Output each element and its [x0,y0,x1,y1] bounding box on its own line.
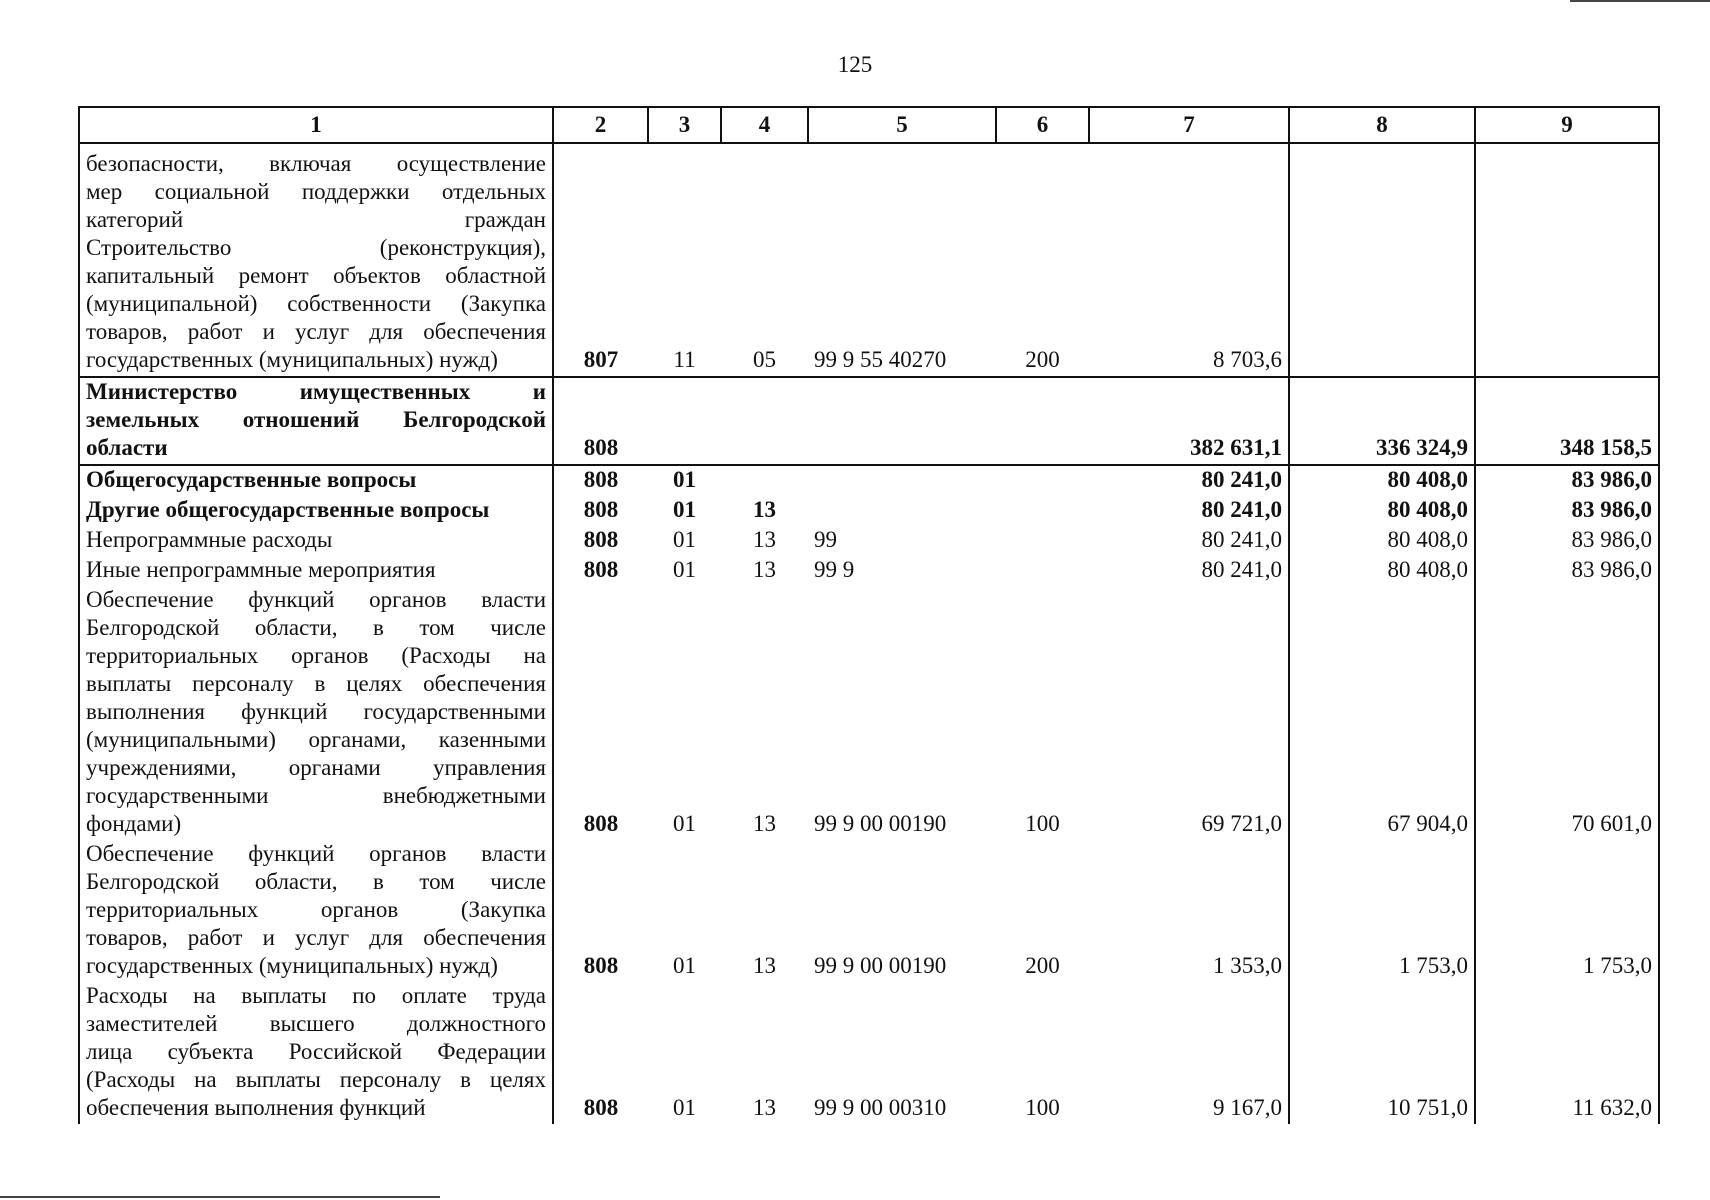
description-line: области [86,435,168,460]
section-code: 01 [673,811,696,836]
subsection-code: 13 [753,953,776,978]
amount-year-1: 9 167,0 [1089,982,1289,1124]
description-line: земельных отношений Белгородской [86,407,546,432]
description-line: фондами) [86,811,182,836]
section-code: 01 [673,1095,696,1120]
description-line: Министерство имущественных и [86,379,546,404]
amount-year-1: 80 241,0 [1089,465,1289,496]
description-line: Другие общегосударственные вопросы [86,497,490,522]
description-line: (муниципальной) собственности (Закупка [86,291,546,316]
expense-type-code [996,377,1089,465]
table-row [79,840,1659,982]
col-header: 7 [1089,107,1289,143]
amount-year-1: 69 721,0 [1089,586,1289,840]
row-description [79,586,553,840]
subsection-code: 13 [753,557,776,582]
amount-year-2: 80 408,0 [1289,465,1475,496]
amount-year-3: 11 632,0 [1475,982,1659,1124]
expense-type-code: 100 [1025,811,1060,836]
amount-year-3: 83 986,0 [1475,556,1659,586]
amount-year-2: 1 753,0 [1289,840,1475,982]
description-line: Общегосударственные вопросы [86,467,417,492]
amount-year-2: 80 408,0 [1289,526,1475,556]
budget-table [78,106,1660,1124]
description-line: выполнения функций государственными [86,699,546,724]
section-code: 01 [673,953,696,978]
subsection-code [721,465,808,496]
col-header: 4 [721,107,808,143]
subsection-code: 13 [753,1095,776,1120]
description-line: учреждениями, органами управления [86,755,546,780]
amount-year-2: 336 324,9 [1289,377,1475,465]
row-description [79,840,553,982]
ministry-code: 808 [553,982,648,1124]
ministry-code: 808 [553,496,648,526]
description-line: Строительство (реконструкция), [86,235,546,260]
target-article-code: 99 9 [814,557,855,582]
ministry-code: 808 [553,526,648,556]
description-line: выплаты персоналу в целях обеспечения [86,671,546,696]
row-description [79,526,553,556]
column-number-header [79,107,1659,143]
expense-type-code [996,465,1089,496]
col-header: 1 [79,107,553,143]
table-row [79,556,1659,586]
col-header: 5 [808,107,996,143]
amount-year-2: 10 751,0 [1289,982,1475,1124]
expense-type-code [996,526,1089,556]
table-row [79,496,1659,526]
description-line: территориальных органов (Расходы на [86,643,546,668]
table-row [79,586,1659,840]
row-description [79,556,553,586]
scan-edge-mark [0,1196,440,1198]
description-line: заместителей высшего должностного [86,1011,546,1036]
col-header: 8 [1289,107,1475,143]
amount-year-1: 382 631,1 [1089,377,1289,465]
description-line: государственных (муниципальных) нужд) [86,347,498,372]
section-code: 01 [673,497,696,522]
expense-type-code [996,556,1089,586]
description-line: товаров, работ и услуг для обеспечения [86,925,546,950]
description-line: Обеспечение функций органов власти [86,587,546,612]
table-row [79,526,1659,556]
target-article-code: 99 [814,527,837,552]
amount-year-2 [1289,143,1475,377]
col-header: 9 [1475,107,1659,143]
description-line: капитальный ремонт объектов областной [86,263,546,288]
table-row [79,377,1659,465]
amount-year-3 [1475,143,1659,377]
ministry-code: 808 [553,586,648,840]
amount-year-3: 1 753,0 [1475,840,1659,982]
description-line: мер социальной поддержки отдельных [86,179,546,204]
row-description [79,377,553,465]
amount-year-1: 8 703,6 [1089,143,1289,377]
ministry-code: 808 [553,840,648,982]
table-row [79,143,1659,377]
amount-year-3: 83 986,0 [1475,496,1659,526]
col-header: 2 [553,107,648,143]
section-code: 11 [673,347,696,372]
amount-year-3: 83 986,0 [1475,465,1659,496]
section-code [648,377,721,465]
col-header: 6 [996,107,1089,143]
subsection-code: 13 [753,811,776,836]
description-line: (Расходы на выплаты персоналу в целях [86,1067,546,1092]
description-line: территориальных органов (Закупка [86,897,546,922]
amount-year-3: 70 601,0 [1475,586,1659,840]
description-line: товаров, работ и услуг для обеспечения [86,319,546,344]
section-code: 01 [673,527,696,552]
expense-type-code [996,496,1089,526]
description-line: государственных (муниципальных) нужд) [86,953,498,978]
target-article-code [808,377,996,465]
target-article-code: 99 9 00 00310 [814,1095,947,1120]
description-line: Белгородской области, в том числе [86,869,546,894]
expense-type-code: 100 [1025,1095,1060,1120]
amount-year-3: 83 986,0 [1475,526,1659,556]
col-header: 3 [648,107,721,143]
amount-year-2: 80 408,0 [1289,556,1475,586]
section-code: 01 [673,557,696,582]
ministry-code: 807 [553,143,648,377]
amount-year-2: 80 408,0 [1289,496,1475,526]
target-article-code: 99 9 00 00190 [814,953,947,978]
row-description [79,496,553,526]
description-line: Непрограммные расходы [86,527,333,552]
target-article-code [808,496,996,526]
ministry-code: 808 [553,377,648,465]
description-line: безопасности, включая осуществление [86,151,546,176]
amount-year-1: 80 241,0 [1089,526,1289,556]
amount-year-2: 67 904,0 [1289,586,1475,840]
description-line: обеспечения выполнения функций [86,1095,426,1120]
subsection-code: 13 [753,497,776,522]
description-line: Иные непрограммные мероприятия [86,557,436,582]
target-article-code: 99 9 00 00190 [814,811,947,836]
section-code: 01 [648,465,721,496]
expense-type-code: 200 [1025,953,1060,978]
description-line: (муниципальными) органами, казенными [86,727,546,752]
description-line: Обеспечение функций органов власти [86,841,546,866]
description-line: Расходы на выплаты по оплате труда [86,983,546,1008]
table-row [79,465,1659,496]
row-description [79,465,553,496]
ministry-code: 808 [553,556,648,586]
amount-year-3: 348 158,5 [1475,377,1659,465]
subsection-code: 13 [753,527,776,552]
description-line: Белгородской области, в том числе [86,615,546,640]
page-number: 125 [837,52,873,77]
scan-edge-mark [1570,0,1710,2]
description-line: категорий граждан [86,207,546,232]
table-row [79,982,1659,1124]
expense-type-code: 200 [1025,347,1060,372]
amount-year-1: 80 241,0 [1089,556,1289,586]
target-article-code: 99 9 55 40270 [814,347,947,372]
amount-year-1: 80 241,0 [1089,496,1289,526]
description-line: государственными внебюджетными [86,783,546,808]
subsection-code [721,377,808,465]
row-description [79,982,553,1124]
target-article-code [808,465,996,496]
amount-year-1: 1 353,0 [1089,840,1289,982]
description-line: лица субъекта Российской Федерации [86,1039,546,1064]
subsection-code: 05 [753,347,776,372]
table-body [79,143,1659,1124]
ministry-code: 808 [553,465,648,496]
row-description [79,143,553,377]
